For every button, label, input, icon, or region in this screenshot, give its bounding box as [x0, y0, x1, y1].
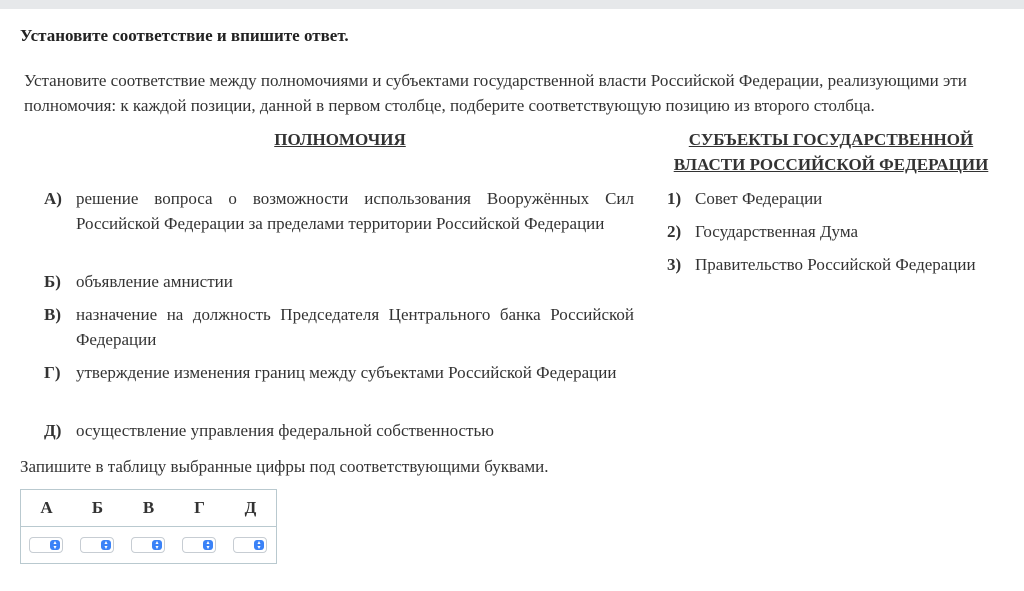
power-text: объявление амнистии [76, 272, 233, 291]
answer-table [20, 489, 277, 564]
answer-header-v: В [142, 498, 155, 517]
answer-cell-d [225, 527, 276, 563]
subject-text: Совет Федерации [695, 189, 823, 208]
subject-item-2 [667, 219, 1017, 244]
task-title: Установите соответствие и впишите ответ. [20, 26, 349, 45]
power-item-v [44, 302, 634, 352]
up-down-chevron-icon[interactable]: ▴ ▾ [254, 540, 264, 550]
answer-select-d[interactable] [233, 537, 267, 553]
answer-cell-b [72, 527, 123, 563]
up-down-chevron-icon[interactable]: ▴ ▾ [101, 540, 111, 550]
answer-header-b: Б [91, 498, 104, 517]
subject-item-3 [667, 252, 1017, 277]
up-down-chevron-icon[interactable]: ▴ ▾ [203, 540, 213, 550]
right-column-heading-line2: ВЛАСТИ РОССИЙСКОЙ ФЕДЕРАЦИИ [673, 155, 989, 174]
up-down-chevron-icon[interactable]: ▴ ▾ [50, 540, 60, 550]
subject-number: 1) [667, 189, 682, 208]
subject-text: Правительство Российской Федерации [695, 255, 976, 274]
power-text: решение вопроса о возможности использования Вооружённых Сил Российской Федерации за пределами территории Российской Федерации [76, 189, 634, 233]
top-bar [0, 0, 1024, 9]
answer-cell-g [174, 527, 225, 563]
power-item-a [44, 186, 634, 236]
answer-table-selects [21, 527, 276, 563]
power-letter: Б) [44, 272, 61, 291]
subject-text: Государственная Дума [695, 222, 859, 241]
power-item-g [44, 360, 634, 385]
answer-cell-a [21, 527, 72, 563]
up-down-chevron-icon[interactable]: ▴ ▾ [152, 540, 162, 550]
answer-select-g[interactable] [182, 537, 216, 553]
answer-header-g: Г [194, 498, 205, 517]
power-letter: А) [44, 189, 62, 208]
answer-header-a: А [40, 498, 53, 517]
subject-number: 2) [667, 222, 682, 241]
answer-cell-v [123, 527, 174, 563]
subject-item-1 [667, 186, 1017, 211]
answer-select-v[interactable] [131, 537, 165, 553]
power-text: назначение на должность Председателя Центрального банка Российской Федерации [76, 305, 634, 349]
power-text: утверждение изменения границ между субъектами Российской Федерации [76, 363, 617, 382]
power-letter: В) [44, 305, 61, 324]
task-intro: Установите соответствие между полномочиями и субъектами государственной власти Российской Федерации, реализующими эти полномочия: к каждой позиции, данной в первом столбце, подберите соответствующую позицию из второго столбца. [24, 71, 967, 115]
subject-number: 3) [667, 255, 682, 274]
answer-select-b[interactable] [80, 537, 114, 553]
answer-instruction: Запишите в таблицу выбранные цифры под соответствующими буквами. [20, 457, 549, 476]
power-text: осуществление управления федеральной собственностью [76, 421, 494, 440]
power-letter: Д) [44, 421, 62, 440]
answer-table-header [21, 490, 276, 527]
right-column-heading [656, 127, 1006, 177]
power-letter: Г) [44, 363, 61, 382]
right-column-heading-line1: СУБЪЕКТЫ ГОСУДАРСТВЕННОЙ [688, 130, 974, 149]
answer-select-a[interactable] [29, 537, 63, 553]
left-column-heading: ПОЛНОМОЧИЯ [274, 130, 406, 149]
answer-header-d: Д [244, 498, 257, 517]
power-item-d [44, 418, 634, 443]
power-item-b [44, 269, 634, 294]
